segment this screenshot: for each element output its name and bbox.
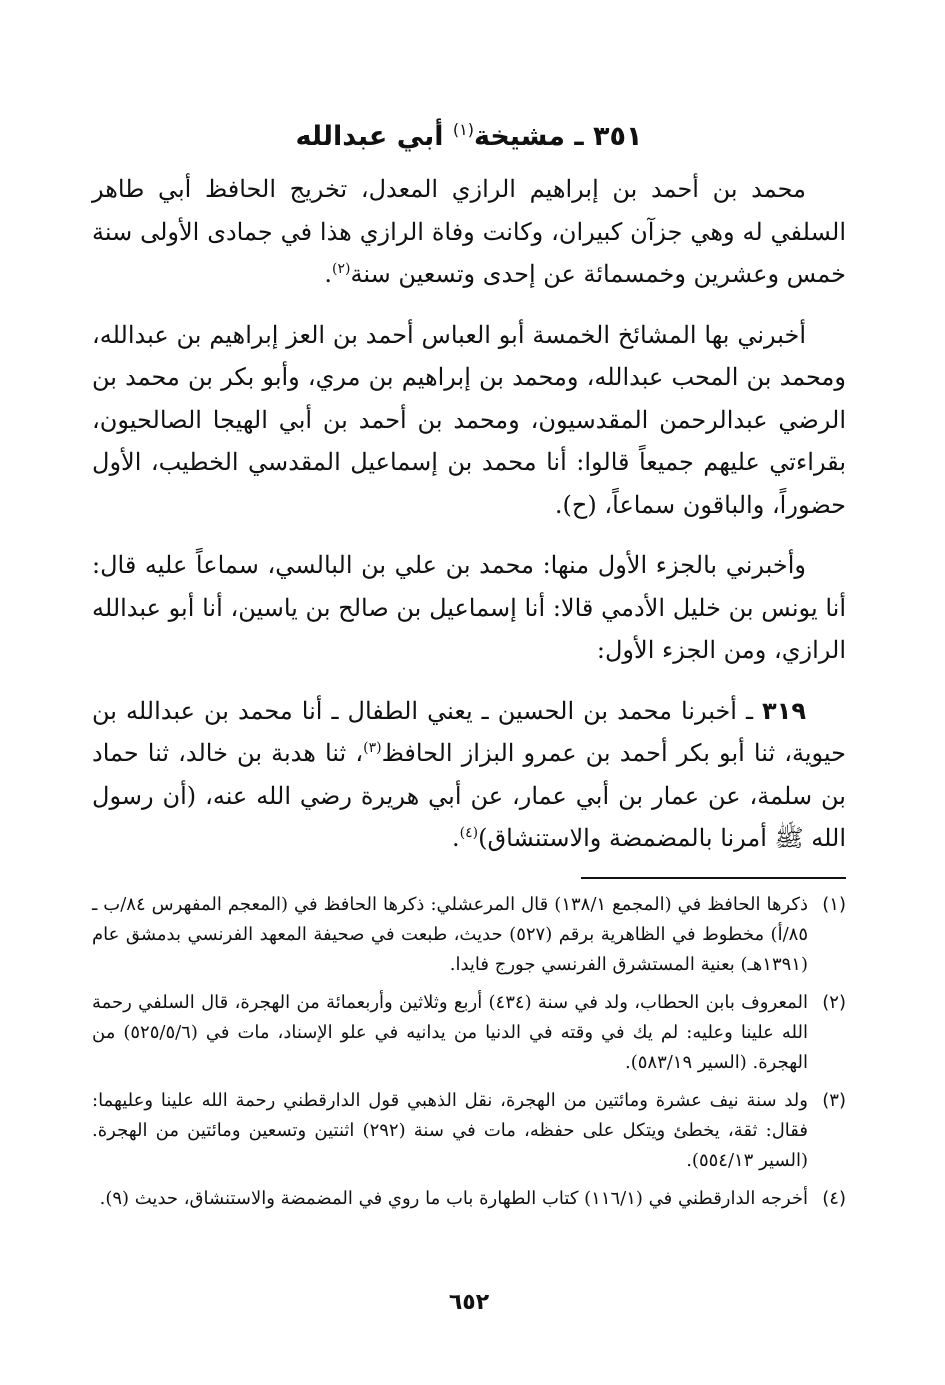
- hadith-text-part2: ، ثنا هدبة بن خالد، ثنا حماد بن سلمة، عن عمار بن أبي عمار، عن أبي هريرة رضي الله عنه، (أن رسول الله ﷺ أمرنا بالمضمضة والاستنشاق): [92, 739, 846, 852]
- hadith-end: .: [452, 824, 460, 852]
- hadith-footnote-ref-3[interactable]: (٣): [363, 740, 382, 756]
- footnote-number: (٢): [822, 992, 846, 1013]
- intro-footnote-ref[interactable]: (٢): [332, 261, 351, 277]
- footnote-text: المعروف بابن الحطاب، ولد في سنة (٤٣٤) أربع وثلاثين وأربعمائة من الهجرة، قال السلفي رحمة الله علينا وعليه: لم يك في وقته في الدنيا من يدانيه في علو الإسناد، مات في (٥٢٥/٥/٦) من الهجرة. (السير ٥٨٣/١٩).: [92, 992, 808, 1073]
- footnotes: [92, 890, 846, 1222]
- footnote-number: (٣): [822, 1090, 846, 1111]
- footnote-item: [92, 1184, 846, 1214]
- hadith-paragraph: [92, 690, 846, 860]
- isnad-paragraph-2: وأخبرني بالجزء الأول منها: محمد بن علي بن البالسي، سماعاً عليه قال: أنا يونس بن خليل الأدمي قالا: أنا إسماعيل بن صالح بن ياسين، أنا أبو عبدالله الرازي، ومن الجزء الأول:: [92, 551, 846, 664]
- section-title: [92, 108, 846, 159]
- book-page: [92, 0, 846, 1385]
- title-footnote-ref[interactable]: (١): [452, 120, 474, 139]
- hadith-number: ٣١٩: [762, 696, 806, 725]
- intro-text: محمد بن أحمد بن إبراهيم الرازي المعدل، تخريج الحافظ أبي طاهر السلفي له وهي جزآن كبيران، وكانت وفاة الرازي هذا في جمادى الأولى سنة خمس وعشرين وخمسمائة عن إحدى وتسعين سنة: [92, 175, 846, 288]
- footnote-number: (١): [822, 894, 846, 915]
- footnote-item: [92, 1086, 846, 1176]
- intro-end: .: [324, 260, 333, 288]
- intro-paragraph: [92, 168, 846, 296]
- footnote-divider: [581, 877, 846, 879]
- footnote-text: أخرجه الدارقطني في (١١٦/١) كتاب الطهارة باب ما روي في المضمضة والاستنشاق، حديث (٩).: [99, 1188, 808, 1209]
- footnote-item: [92, 890, 846, 980]
- footnote-text: ولد سنة نيف عشرة ومائتين من الهجرة، نقل الذهبي قول الدارقطني رحمة الله علينا وعليهما: فقال: ثقة، يخطئ ويتكل على حفظه، مات في سنة (٢٩٢) اثنتين وتسعين ومائتين من الهجرة. (السير ٥٥٤/١٣).: [92, 1090, 808, 1171]
- isnad-paragraph-1: أخبرني بها المشائخ الخمسة أبو العباس أحمد بن العز إبراهيم بن عبدالله، ومحمد بن المحب عبدالله، ومحمد بن إبراهيم بن مري، وأبو بكر بن محمد بن الرضي عبدالرحمن المقدسيون، ومحمد بن أحمد بن أبي الهيجا الصالحيون، بقراءتي عليهم جميعاً قالوا: أنا محمد بن إسماعيل المقدسي الخطيب، الأول حضوراً، والباقون سماعاً، (ح).: [92, 320, 846, 519]
- footnote-item: [92, 988, 846, 1078]
- title-rest: أبي عبدالله: [295, 121, 453, 152]
- footnote-number: (٤): [822, 1188, 846, 1209]
- title-main: ٣٥١ ـ مشيخة: [473, 121, 643, 152]
- page-number: ٦٥٢: [448, 1290, 490, 1315]
- main-text: [92, 168, 846, 878]
- footnote-text: ذكرها الحافظ في (المجمع ١٣٨/١) قال المرعشلي: ذكرها الحافظ في (المعجم المفهرس ٨٤/ب ـ ٨٥/أ) مخطوط في الظاهرية برقم (٥٢٧) حديث، طبعت في صحيفة المعهد الفرنسي بدمشق عام (١٣٩١هـ) بعنية المستشرق الفرنسي جورج فايدا.: [92, 894, 808, 975]
- hadith-text-part1: ـ أخبرنا محمد بن الحسين ـ يعني الطفال ـ أنا محمد بن عبدالله بن حيوية، ثنا أبو بكر أحمد بن عمرو البزاز الحافظ: [92, 696, 847, 767]
- hadith-footnote-ref-4[interactable]: (٤): [459, 825, 479, 841]
